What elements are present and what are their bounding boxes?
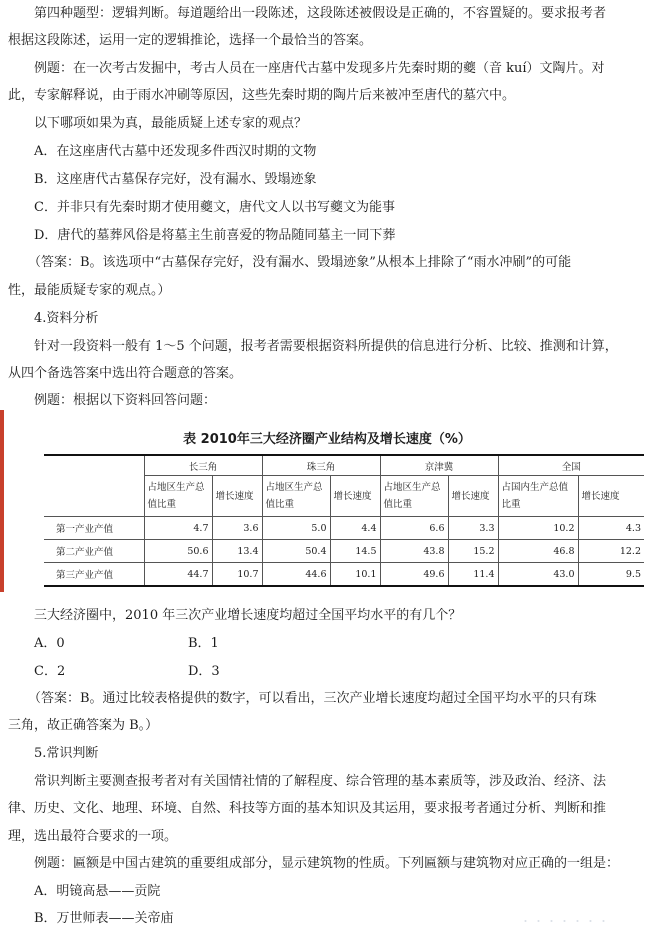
table-cell: 50.4 bbox=[262, 540, 330, 563]
table-cell: 49.6 bbox=[380, 563, 448, 587]
table-column-header: 增长速度 bbox=[212, 476, 262, 517]
table-cell: 13.4 bbox=[212, 540, 262, 563]
paragraph-line: 此，专家解释说，由于雨水冲刷等原因，这些先秦时期的陶片后来被冲至唐代的墓穴中。 bbox=[8, 88, 516, 103]
option-line: A．明镜高悬——贡院 bbox=[34, 884, 161, 899]
table-row bbox=[44, 540, 644, 563]
table-cell: 46.8 bbox=[498, 540, 578, 563]
table-row-label: 第二产业产值 bbox=[44, 540, 144, 563]
table-cell: 10.2 bbox=[498, 517, 578, 540]
answer-line: （答案：B。该选项中“古墓保存完好，没有漏水、毁塌迹象”从根本上排除了“雨水冲刷”的可能 bbox=[28, 255, 572, 270]
table-column-header: 占地区生产总值比重 bbox=[144, 476, 212, 517]
section-heading: 5.常识判断 bbox=[34, 746, 99, 761]
table-region-header: 长三角 bbox=[144, 455, 262, 476]
table-cell: 44.6 bbox=[262, 563, 330, 587]
paragraph-line: 例题：匾额是中国古建筑的重要组成部分，显示建筑物的性质。下列匾额与建筑物对应正确的一组是： bbox=[34, 856, 620, 871]
option-a: A．0 bbox=[34, 636, 65, 651]
table-column-header: 增长速度 bbox=[578, 476, 644, 517]
table-cell: 5.0 bbox=[262, 517, 330, 540]
option-b: B．1 bbox=[188, 636, 219, 651]
paragraph-line: 以下哪项如果为真，最能质疑上述专家的观点？ bbox=[34, 116, 308, 131]
table-cell: 15.2 bbox=[448, 540, 498, 563]
answer-line: 性，最能质疑专家的观点。） bbox=[8, 283, 171, 298]
paragraph-line: 第四种题型：逻辑判断。每道题给出一段陈述，这段陈述被假设是正确的，不容置疑的。要求报考者 bbox=[34, 6, 607, 21]
table-cell: 11.4 bbox=[448, 563, 498, 587]
answer-line: 三角，故正确答案为 B。） bbox=[8, 718, 159, 733]
table-cell: 44.7 bbox=[144, 563, 212, 587]
paragraph-line: 针对一段资料一般有 1～5 个问题，报考者需要根据资料所提供的信息进行分析、比较、推测和计算， bbox=[34, 339, 618, 354]
table-column-header: 增长速度 bbox=[448, 476, 498, 517]
option-d: D．3 bbox=[188, 664, 220, 679]
table-cell: 43.0 bbox=[498, 563, 578, 587]
table-row bbox=[44, 517, 644, 540]
option-line: B．这座唐代古墓保存完好，没有漏水、毁塌迹象 bbox=[34, 172, 317, 187]
table-row-label: 第一产业产值 bbox=[44, 517, 144, 540]
table-cell: 10.1 bbox=[330, 563, 380, 587]
table-cell: 12.2 bbox=[578, 540, 644, 563]
table-column-header: 增长速度 bbox=[330, 476, 380, 517]
paragraph-line: 常识判断主要测查报考者对有关国情社情的了解程度、综合管理的基本素质等，涉及政治、经济、法 bbox=[34, 774, 607, 789]
table-cell: 9.5 bbox=[578, 563, 644, 587]
section-heading: 4.资料分析 bbox=[34, 311, 99, 326]
table-column-header: 占地区生产总值比重 bbox=[380, 476, 448, 517]
question-line: 三大经济圈中，2010 年三次产业增长速度均超过全国平均水平的有几个？ bbox=[34, 608, 462, 623]
option-line: D．唐代的墓葬风俗是将墓主生前喜爱的物品随同墓主一同下葬 bbox=[34, 228, 396, 243]
data-table bbox=[44, 454, 644, 587]
table-row-label: 第三产业产值 bbox=[44, 563, 144, 587]
table-column-header: 占国内生产总值比重 bbox=[498, 476, 578, 517]
paragraph-line: 从四个备选答案中选出符合题意的答案。 bbox=[8, 366, 243, 381]
paragraph-line: 根据这段陈述，运用一定的逻辑推论，选择一个最恰当的答案。 bbox=[8, 33, 373, 48]
table-region-header: 全国 bbox=[498, 455, 644, 476]
option-line: A．在这座唐代古墓中还发现多件西汉时期的文物 bbox=[34, 144, 317, 159]
paragraph-line: 律、历史、文化、地理、环境、自然、科技等方面的基本知识及其运用，要求报考者通过分析、判断和推 bbox=[8, 801, 607, 816]
table-corner-cell bbox=[44, 455, 144, 517]
option-c: C．2 bbox=[34, 664, 66, 679]
paragraph-line: 例题：根据以下资料回答问题： bbox=[34, 393, 217, 408]
table-column-header: 占地区生产总值比重 bbox=[262, 476, 330, 517]
table-cell: 3.6 bbox=[212, 517, 262, 540]
table-row bbox=[44, 563, 644, 587]
table-cell: 3.3 bbox=[448, 517, 498, 540]
table-cell: 4.3 bbox=[578, 517, 644, 540]
option-line: B．万世师表——关帝庙 bbox=[34, 911, 174, 926]
table-cell: 43.8 bbox=[380, 540, 448, 563]
table-cell: 10.7 bbox=[212, 563, 262, 587]
table-cell: 6.6 bbox=[380, 517, 448, 540]
table-cell: 14.5 bbox=[330, 540, 380, 563]
table-region-header: 京津冀 bbox=[380, 455, 498, 476]
table-cell: 4.4 bbox=[330, 517, 380, 540]
table-title: 表 2010年三大经济圈产业结构及增长速度（%） bbox=[183, 432, 471, 447]
answer-line: （答案：B。通过比较表格提供的数字，可以看出，三次产业增长速度均超过全国平均水平的只有珠 bbox=[28, 691, 597, 706]
table-cell: 4.7 bbox=[144, 517, 212, 540]
watermark: ・・・・・・・ bbox=[520, 915, 611, 928]
table-region-header: 珠三角 bbox=[262, 455, 380, 476]
table-figure bbox=[0, 410, 650, 592]
paragraph-line: 理，选出最符合要求的一项。 bbox=[8, 829, 178, 844]
paragraph-line: 例题：在一次考古发掘中，考古人员在一座唐代古墓中发现多片先秦时期的夔（音 kuí）文陶片。对 bbox=[34, 61, 605, 76]
table-cell: 50.6 bbox=[144, 540, 212, 563]
option-line: C．并非只有先秦时期才使用夔文，唐代文人以书写夔文为能事 bbox=[34, 200, 395, 215]
